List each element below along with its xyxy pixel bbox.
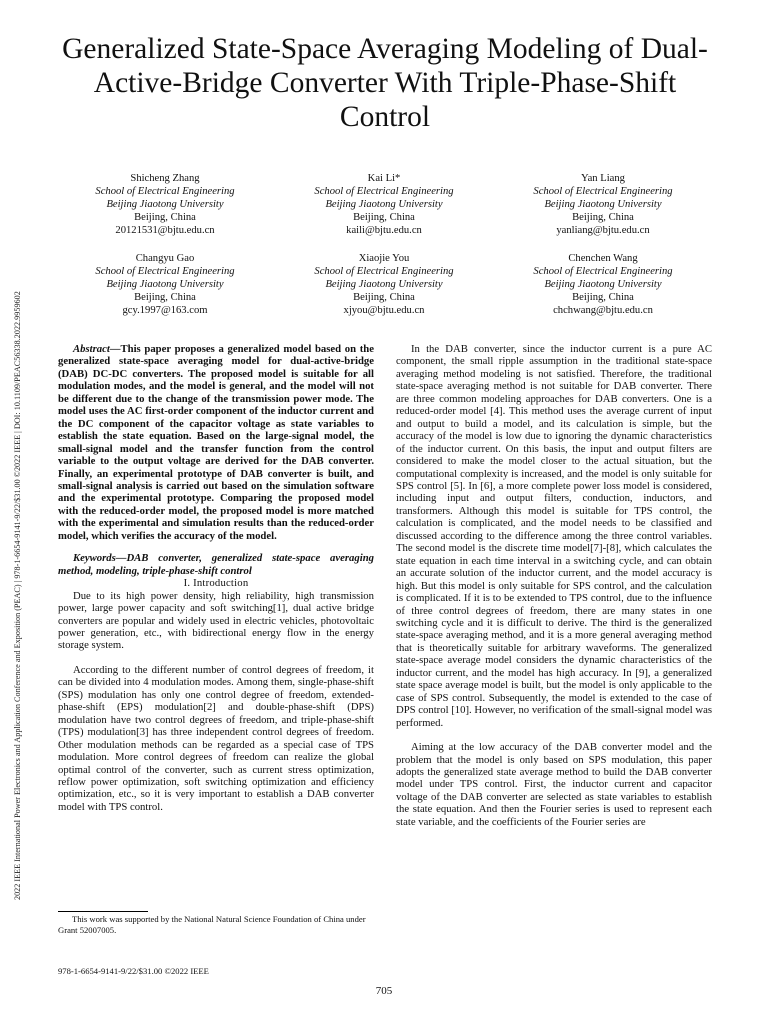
section-heading: I. Introduction	[183, 577, 249, 590]
author-univ: Beijing Jiaotong University	[106, 279, 224, 290]
author-block	[269, 252, 499, 317]
author-email: gcy.1997@163.com	[122, 305, 208, 316]
author-dept: School of Electrical Engineering	[314, 186, 454, 197]
author-dept: School of Electrical Engineering	[533, 266, 673, 277]
author-email: kaili@bjtu.edu.cn	[346, 225, 422, 236]
author-city: Beijing, China	[572, 292, 634, 303]
author-city: Beijing, China	[134, 292, 196, 303]
paper-title: Generalized State-Space Averaging Modeling of Dual-Active-Bridge Converter With Triple-Phase-Shift Control	[62, 33, 708, 133]
author-name: Changyu Gao	[135, 253, 195, 264]
author-univ: Beijing Jiaotong University	[544, 279, 662, 290]
body-paragraph: Aiming at the low accuracy of the DAB converter model and the problem that the model is only based on SPS modulation, this paper adopts the generalized state average method to build the DAB converter model under TPS control. First, the inductor current and capacitor voltage of the DAB converter are selected as state variables to establish the state equation. And then the Fourier series is used to represent each state variable, and the coefficients of the Fourier series are	[396, 741, 712, 828]
author-name: Xiaojie You	[358, 253, 410, 264]
left-column	[58, 343, 374, 813]
footnote: This work was supported by the National Natural Science Foundation of China under Grant 52007005.	[58, 914, 366, 935]
abstract-text: This paper proposes a generalized model based on the generalized state-space averaging model for dual-active-bridge (DAB) DC-DC converters. The proposed model is suitable for all modulation modes, and the model is general, and the model will not be different due to the change of the transmission power mode. The model uses the AC first-order component of the inductor current and the DC component of the capacitor voltage as state variables to establish the state equation. Based on the large-signal model, the small-signal model and the transfer function from the control variable to the output voltage are derived for the DAB converter. Finally, an experimental prototype of DAB converter is built, and small-signal analysis is carried out based on the simulation software and the experimental prototype. Comparing the proposed model with the reduced-order model, the proposed model is more matched with the experimental and simulation results than the reduced-order model, which verifies the accuracy of the model.	[58, 343, 374, 542]
author-univ: Beijing Jiaotong University	[106, 199, 224, 210]
author-name: Chenchen Wang	[568, 253, 638, 264]
author-block	[50, 172, 280, 237]
keywords: Keywords—DAB converter, generalized state-space averaging method, modeling, triple-phase-shift control	[58, 552, 374, 577]
author-name: Kai Li*	[367, 173, 401, 184]
author-dept: School of Electrical Engineering	[95, 186, 235, 197]
author-email: yanliang@bjtu.edu.cn	[556, 225, 650, 236]
author-city: Beijing, China	[134, 212, 196, 223]
body-paragraph: In the DAB converter, since the inductor current is a pure AC component, the small ripple assumption in the traditional state-space averaging method modeling is not satisfied. Therefore, the traditional state-space averaging method is not suitable for DAB converter. There are three common modeling approaches for DAB converters. One is a reduced-order model [4]. This method uses the average current of input and output to build a model, and its calculation is simple, but the accuracy of the model is low due to ignoring the dynamic characteristics of the inductor current. On this basis, the input and output filters are considered to make the model closer to the actual situation, but the computational complexity is increased, and the model is only suitable for SPS control [5]. In [6], a more complete power loss model is considered, including input and output filters, conduction, inductors, and transformers. Although this model is suitable for TPS control, the calculation is complicated, and the model needs to be classified and discussed according to the difference among the three control variables. The second model is the discrete time model[7]-[8], which calculates the state equation in each time interval in a switching cycle, and can obtain an accurate solution of the inductor current, and the model accuracy is high. But this model is only suitable for SPS control, and the calculation is complicated. If it is to be extended to TPS control, due to the influence of three control degrees of freedom, there are many states in one switching cycle and it is difficult to derive. The third is the generalized state-space averaging method, and it is a more general averaging method that is theoretically suitable for arbitrary waveforms. The generalized state-space average model considers the dynamic characteristics of the inductor current, and the model has high accuracy. In [9], a generalized state space average model is built, but the model is only applicable to the case of SPS control. Subsequently, the model is extended to the case of DPS control [10]. However, no verification of the small-signal model was performed.	[396, 343, 712, 729]
author-block	[488, 172, 718, 237]
author-email: chchwang@bjtu.edu.cn	[553, 305, 653, 316]
author-email: 20121531@bjtu.edu.cn	[115, 225, 215, 236]
doi-sidebar-text: 2022 IEEE International Power Electronics and Application Conference and Exposition (PEAC) | 978-1-6654-9141-9/22/$31.00 ©2022 IEEE | DOI: 10.1109/PEAC56338.2022.9959602	[13, 291, 22, 900]
footnote-divider	[58, 911, 148, 912]
copyright-footer: 978-1-6654-9141-9/22/$31.00 ©2022 IEEE	[58, 966, 209, 976]
author-city: Beijing, China	[353, 212, 415, 223]
body-paragraph: Due to its high power density, high reliability, high transmission power, large power capacity and soft switching[1], dual active bridge converters are popular and widely used in electric vehicles, photovoltaic power generation, etc., with bidirectional energy flow in the energy storage system.	[58, 589, 374, 652]
author-block	[269, 172, 499, 237]
author-dept: School of Electrical Engineering	[95, 266, 235, 277]
author-univ: Beijing Jiaotong University	[325, 199, 443, 210]
right-column	[396, 343, 712, 828]
author-name: Shicheng Zhang	[130, 173, 200, 184]
doi-sidebar	[9, 140, 25, 900]
author-email: xjyou@bjtu.edu.cn	[343, 305, 425, 316]
page-number: 705	[375, 985, 393, 997]
author-city: Beijing, China	[572, 212, 634, 223]
abstract	[58, 343, 374, 542]
author-univ: Beijing Jiaotong University	[544, 199, 662, 210]
body-paragraph: According to the different number of control degrees of freedom, it can be divided into 4 modulation modes. Among them, single-phase-shift (SPS) modulation has only one control degree of freedom, extended-phase-shift (EPS) modulation[2] and double-phase-shift (DPS) modulation have two control degrees of freedom, and triple-phase-shift (TPS) modulation[3] has three independent control degrees of freedom. Other modulation methods can be regarded as a special case of TPS modulation. More control degrees of freedom can realize the global optimal control of the converter, such as current stress optimization, reflow power optimization, soft switching optimization and efficiency optimization, etc., so it is very important to establish a DAB converter model with TPS control.	[58, 663, 374, 813]
author-block	[50, 252, 280, 317]
abstract-label: Abstract—	[73, 343, 121, 355]
author-block	[488, 252, 718, 317]
author-univ: Beijing Jiaotong University	[325, 279, 443, 290]
author-dept: School of Electrical Engineering	[314, 266, 454, 277]
author-city: Beijing, China	[353, 292, 415, 303]
author-name: Yan Liang	[581, 173, 625, 184]
author-dept: School of Electrical Engineering	[533, 186, 673, 197]
